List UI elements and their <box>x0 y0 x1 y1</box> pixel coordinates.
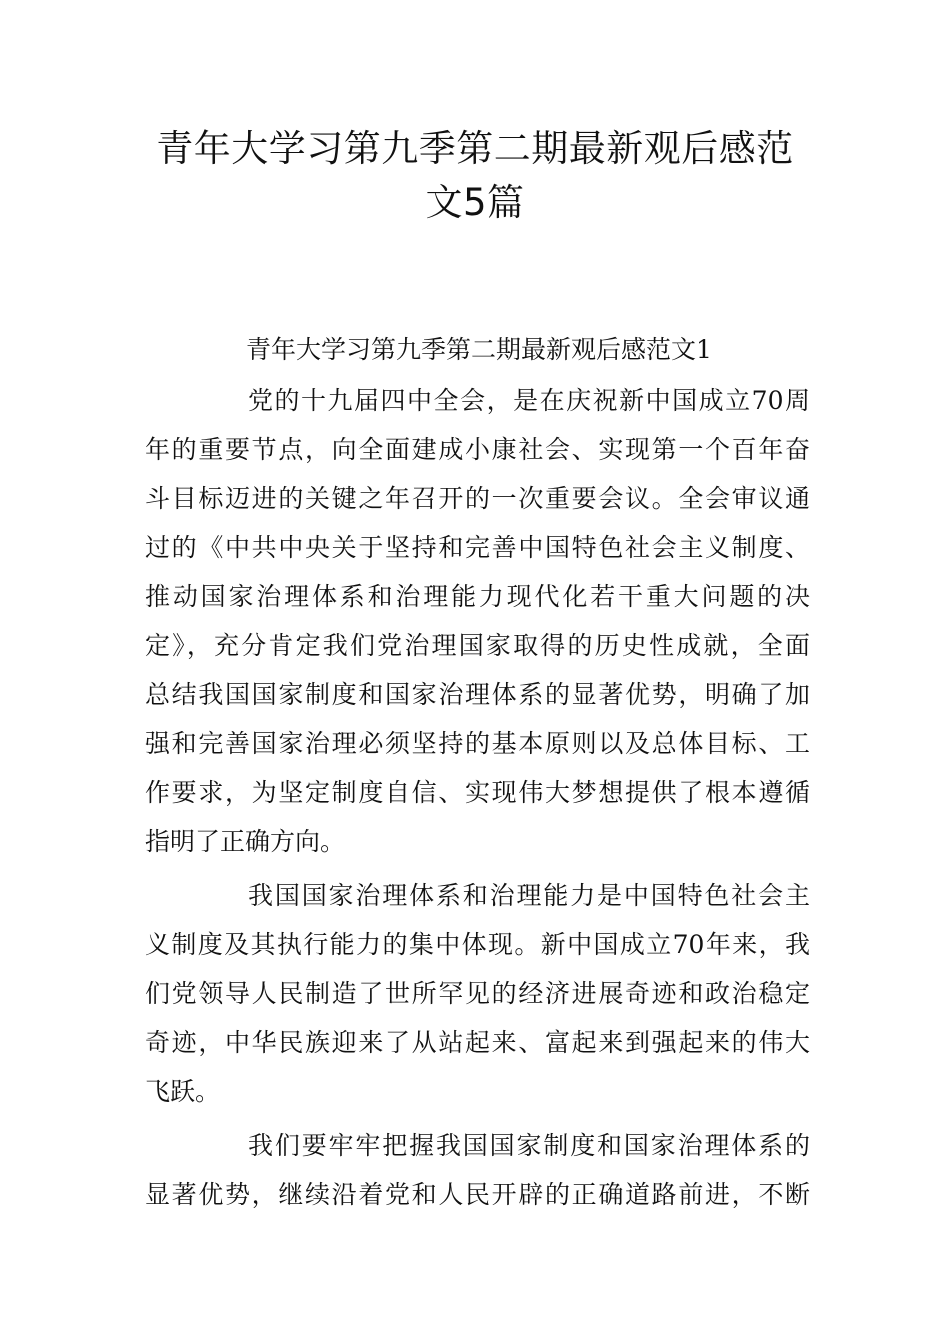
paragraph-line: 过的《中共中央关于坚持和完善中国特色社会主义制度、 <box>145 533 810 562</box>
paragraph-3 <box>145 1121 810 1219</box>
paragraph-line: 年的重要节点，向全面建成小康社会、实现第一个百年奋 <box>145 435 810 464</box>
paragraph-line: 定》，充分肯定我们党治理国家取得的历史性成就，全面 <box>145 631 810 660</box>
paragraph-line: 我们要牢牢把握我国国家制度和国家治理体系的 <box>248 1131 810 1160</box>
paragraph-line: 推动国家治理体系和治理能力现代化若干重大问题的决 <box>145 582 810 611</box>
section-heading: 青年大学习第九季第二期最新观后感范文1 <box>246 335 712 364</box>
paragraph-line: 强和完善国家治理必须坚持的基本原则以及总体目标、工 <box>145 729 810 758</box>
paragraph-1 <box>145 376 810 866</box>
paragraph-line: 党的十九届四中全会，是在庆祝新中国成立70周 <box>248 386 810 415</box>
paragraph-line: 飞跃。 <box>145 1077 221 1106</box>
paragraph-line: 奇迹，中华民族迎来了从站起来、富起来到强起来的伟大 <box>145 1028 810 1057</box>
document-title-line-2: 文5篇 <box>425 181 525 224</box>
paragraph-line: 总结我国国家制度和国家治理体系的显著优势，明确了加 <box>145 680 810 709</box>
paragraph-line: 斗目标迈进的关键之年召开的一次重要会议。全会审议通 <box>145 484 810 513</box>
paragraph-line: 作要求，为坚定制度自信、实现伟大梦想提供了根本遵循 <box>145 778 810 807</box>
paragraph-2 <box>145 871 810 1116</box>
paragraph-line: 显著优势，继续沿着党和人民开辟的正确道路前进，不断 <box>145 1180 810 1209</box>
paragraph-line: 我国国家治理体系和治理能力是中国特色社会主 <box>248 881 810 910</box>
paragraph-line: 指明了正确方向。 <box>145 827 346 856</box>
paragraph-line: 义制度及其执行能力的集中体现。新中国成立70年来，我 <box>145 930 810 959</box>
document-title <box>120 122 830 230</box>
paragraph-line: 们党领导人民制造了世所罕见的经济进展奇迹和政治稳定 <box>145 979 810 1008</box>
document-title-line-1: 青年大学习第九季第二期最新观后感范 <box>156 127 794 170</box>
